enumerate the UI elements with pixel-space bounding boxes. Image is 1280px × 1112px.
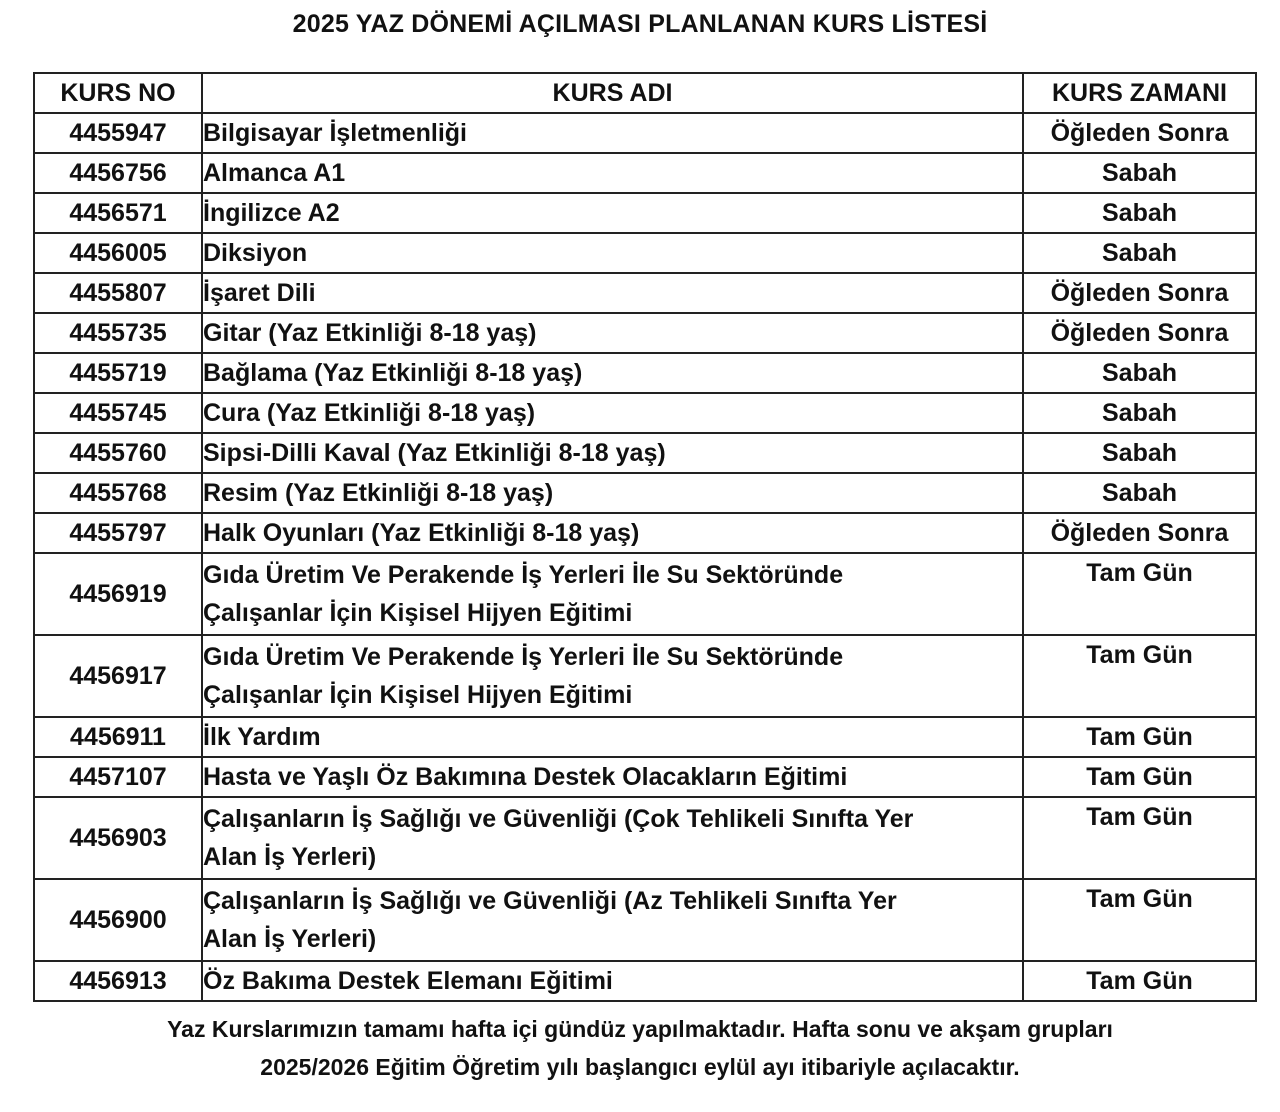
page-title: 2025 YAZ DÖNEMİ AÇILMASI PLANLANAN KURS LİSTESİ — [292, 10, 988, 38]
table-row — [34, 153, 1256, 193]
table-row — [34, 553, 1256, 635]
course-no: 4456911 — [34, 717, 202, 757]
table-row — [34, 961, 1256, 1001]
table-row — [34, 797, 1256, 879]
course-no: 4456919 — [34, 553, 202, 635]
course-no: 4455745 — [34, 393, 202, 433]
course-name: İngilizce A2 — [202, 193, 1023, 233]
course-time: Sabah — [1023, 193, 1256, 233]
course-no: 4456005 — [34, 233, 202, 273]
table-row — [34, 757, 1256, 797]
course-name-line: Gıda Üretim Ve Perakende İş Yerleri İle Su Sektöründe — [203, 561, 844, 589]
table-row — [34, 233, 1256, 273]
table-row — [34, 717, 1256, 757]
course-name — [202, 879, 1023, 961]
course-time: Tam Gün — [1023, 717, 1256, 757]
course-no: 4455735 — [34, 313, 202, 353]
course-name: Cura (Yaz Etkinliği 8-18 yaş) — [202, 393, 1023, 433]
course-time: Sabah — [1023, 393, 1256, 433]
course-table — [33, 72, 1257, 1002]
table-row — [34, 513, 1256, 553]
course-time: Sabah — [1023, 233, 1256, 273]
table-row — [34, 879, 1256, 961]
table-row — [34, 393, 1256, 433]
course-name: Bağlama (Yaz Etkinliği 8-18 yaş) — [202, 353, 1023, 393]
course-name: İşaret Dili — [202, 273, 1023, 313]
course-name: Öz Bakıma Destek Elemanı Eğitimi — [202, 961, 1023, 1001]
footer-note — [0, 1010, 1280, 1086]
course-no: 4455807 — [34, 273, 202, 313]
course-no: 4457107 — [34, 757, 202, 797]
course-time: Sabah — [1023, 353, 1256, 393]
course-name: Halk Oyunları (Yaz Etkinliği 8-18 yaş) — [202, 513, 1023, 553]
course-name: Resim (Yaz Etkinliği 8-18 yaş) — [202, 473, 1023, 513]
table-row — [34, 473, 1256, 513]
course-no: 4456756 — [34, 153, 202, 193]
course-no: 4456571 — [34, 193, 202, 233]
course-name-line: Alan İş Yerleri) — [203, 925, 377, 953]
course-no: 4455947 — [34, 113, 202, 153]
course-no: 4455719 — [34, 353, 202, 393]
course-no: 4455797 — [34, 513, 202, 553]
course-time: Öğleden Sonra — [1023, 513, 1256, 553]
table-row — [34, 113, 1256, 153]
course-time: Sabah — [1023, 433, 1256, 473]
course-name — [202, 797, 1023, 879]
header-course-name: KURS ADI — [202, 73, 1023, 113]
footer-note-line: 2025/2026 Eğitim Öğretim yılı başlangıcı eylül ayı itibariyle açılacaktır. — [260, 1054, 1020, 1080]
course-name — [202, 635, 1023, 717]
course-name: Gitar (Yaz Etkinliği 8-18 yaş) — [202, 313, 1023, 353]
header-course-time: KURS ZAMANI — [1023, 73, 1256, 113]
course-name: Hasta ve Yaşlı Öz Bakımına Destek Olacakların Eğitimi — [202, 757, 1023, 797]
course-name — [202, 553, 1023, 635]
table-row — [34, 433, 1256, 473]
course-no: 4456917 — [34, 635, 202, 717]
course-no: 4456903 — [34, 797, 202, 879]
table-row — [34, 313, 1256, 353]
header-course-no: KURS NO — [34, 73, 202, 113]
table-row — [34, 273, 1256, 313]
table-row — [34, 193, 1256, 233]
course-name-line: Çalışanlar İçin Kişisel Hijyen Eğitimi — [203, 681, 633, 709]
course-name: Diksiyon — [202, 233, 1023, 273]
course-time: Öğleden Sonra — [1023, 313, 1256, 353]
course-name: İlk Yardım — [202, 717, 1023, 757]
course-name-line: Çalışanların İş Sağlığı ve Güvenliği (Az Tehlikeli Sınıfta Yer — [203, 887, 897, 915]
course-time: Tam Gün — [1023, 797, 1256, 879]
table-row — [34, 353, 1256, 393]
course-name-line: Alan İş Yerleri) — [203, 843, 377, 871]
course-no: 4455768 — [34, 473, 202, 513]
course-name-line: Çalışanların İş Sağlığı ve Güvenliği (Çok Tehlikeli Sınıfta Yer — [203, 805, 914, 833]
course-time: Sabah — [1023, 473, 1256, 513]
table-header-row — [34, 73, 1256, 113]
course-no: 4456913 — [34, 961, 202, 1001]
course-no: 4455760 — [34, 433, 202, 473]
course-name: Sipsi-Dilli Kaval (Yaz Etkinliği 8-18 yaş) — [202, 433, 1023, 473]
course-no: 4456900 — [34, 879, 202, 961]
course-name-line: Çalışanlar İçin Kişisel Hijyen Eğitimi — [203, 599, 633, 627]
course-time: Tam Gün — [1023, 635, 1256, 717]
course-time: Öğleden Sonra — [1023, 113, 1256, 153]
course-time: Tam Gün — [1023, 757, 1256, 797]
course-name: Almanca A1 — [202, 153, 1023, 193]
course-time: Tam Gün — [1023, 961, 1256, 1001]
course-name: Bilgisayar İşletmenliği — [202, 113, 1023, 153]
course-time: Sabah — [1023, 153, 1256, 193]
course-time: Tam Gün — [1023, 553, 1256, 635]
footer-note-line: Yaz Kurslarımızın tamamı hafta içi gündüz yapılmaktadır. Hafta sonu ve akşam grupları — [167, 1016, 1113, 1042]
course-time: Öğleden Sonra — [1023, 273, 1256, 313]
table-row — [34, 635, 1256, 717]
course-time: Tam Gün — [1023, 879, 1256, 961]
course-name-line: Gıda Üretim Ve Perakende İş Yerleri İle Su Sektöründe — [203, 643, 844, 671]
